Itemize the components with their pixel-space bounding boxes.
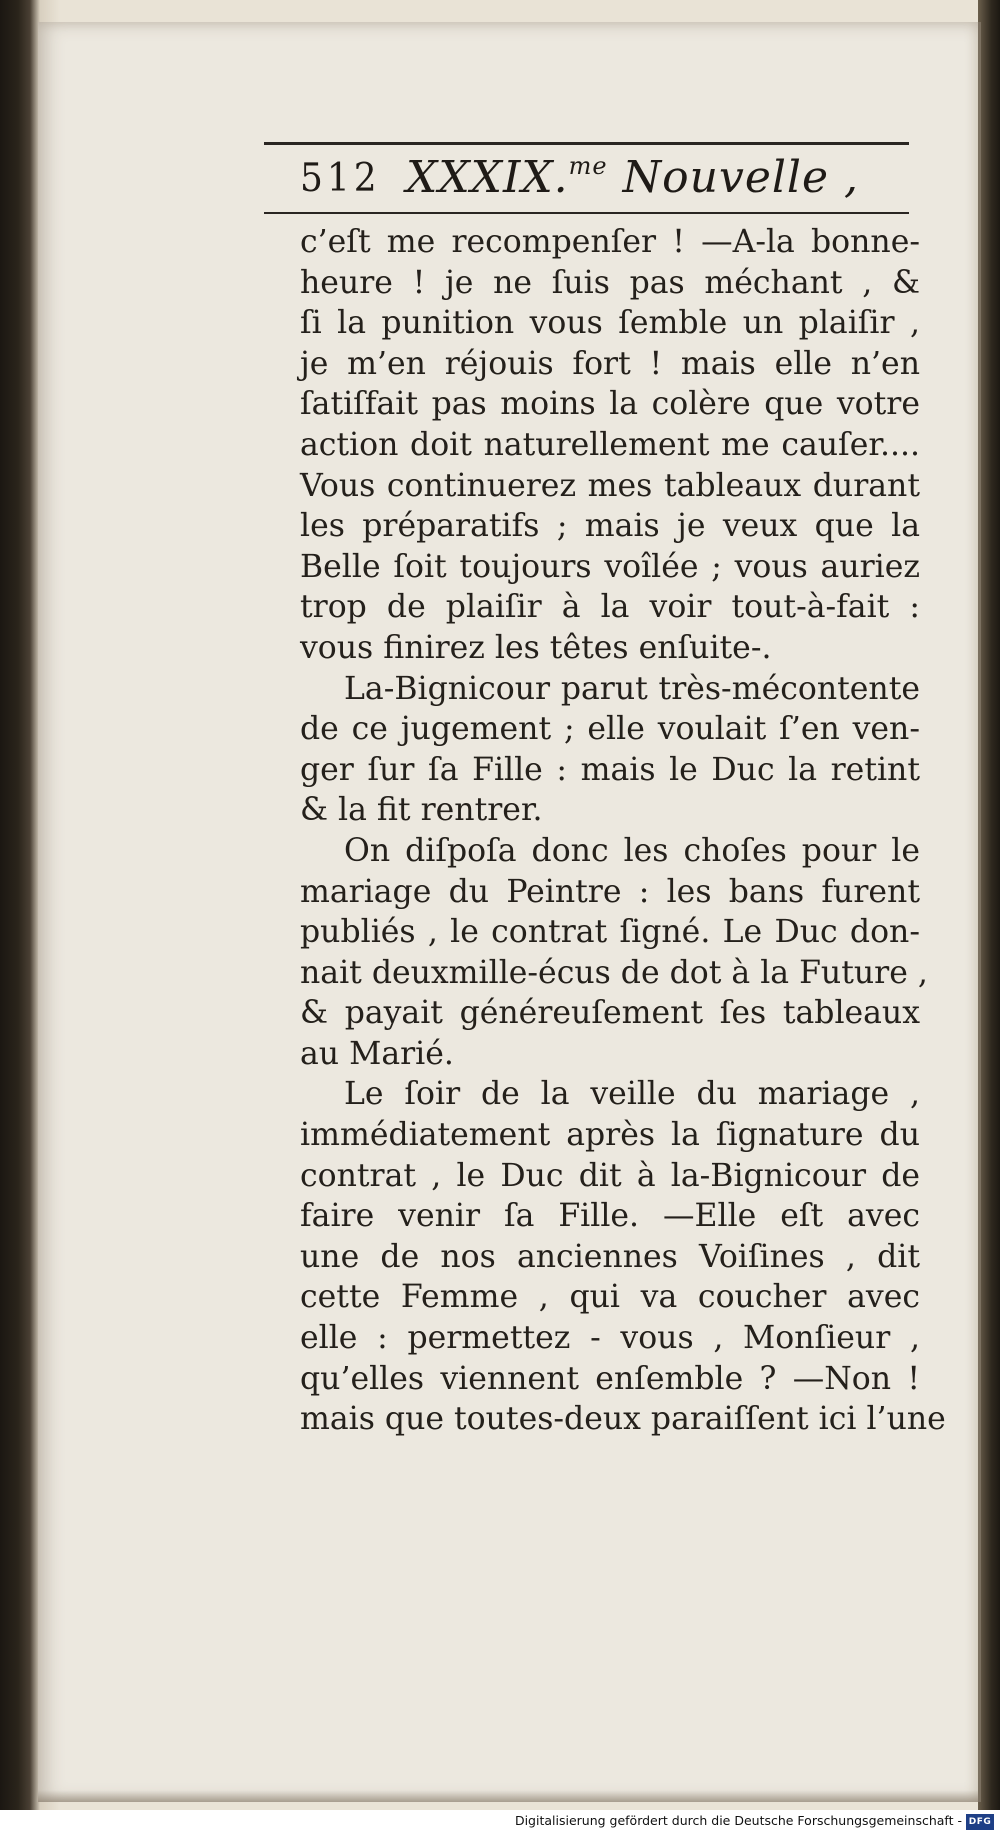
text-line: nait deuxmille-écus de dot à la Future , <box>300 954 928 991</box>
dfg-logo-icon: DFG <box>966 1814 994 1830</box>
text-line: une de nos anciennes Voiſines , dit <box>300 1238 920 1275</box>
text-line: heure ! je ne ſuis pas méchant , & <box>300 264 920 301</box>
text-line: de ce jugement ; elle voulait ſ’en ven- <box>300 711 920 748</box>
footer-credit: Digitalisierung gefördert durch die Deutsche Forschungsgemeinschaft - <box>514 1813 962 1828</box>
text-line: ger ſur ſa Fille : mais le Duc la retint <box>300 751 920 788</box>
text-line: elle : permettez - vous , Monſieur , <box>300 1320 920 1357</box>
text-line: qu’elles viennent enſemble ? —Non ! <box>300 1360 920 1397</box>
text-line: contrat , le Duc dit à la-Bignicour de <box>300 1157 920 1194</box>
running-title-suffix: Nouvelle , <box>607 152 860 203</box>
text-line: faire venir ſa Fille. —Elle eſt avec <box>300 1198 920 1235</box>
text-line: Le ſoir de la veille du mariage , <box>344 1076 920 1113</box>
footer-bar <box>0 1810 1000 1835</box>
text-line: cette Femme , qui va coucher avec <box>300 1279 920 1316</box>
body-text <box>300 222 946 1440</box>
text-line: je m’en réjouis fort ! mais elle n’en <box>300 345 920 382</box>
text-line: action doit naturellement me cauſer.... <box>300 426 920 463</box>
header-rule-top <box>264 142 909 145</box>
text-line: ſatiſfait pas moins la colère que votre <box>300 386 920 423</box>
header-rule-bottom <box>264 212 909 214</box>
running-title-prefix: XXXIX. <box>406 152 569 203</box>
text-line: mais que toutes-deux paraiſſent ici l’une <box>300 1401 946 1438</box>
text-line: & payait généreuſement ſes tableaux <box>300 995 920 1032</box>
text-line: & la fit rentrer. <box>300 792 543 829</box>
text-line: publiés , le contrat ſigné. Le Duc don- <box>300 914 920 951</box>
text-line: trop de plaiſir à la voir tout-à-fait : <box>300 589 920 626</box>
text-line: vous finirez les têtes enſuite-. <box>300 629 772 666</box>
text-line: On diſpoſa donc les choſes pour le <box>344 832 920 869</box>
text-line: immédiatement après la ſignature du <box>300 1117 920 1154</box>
running-header <box>264 150 909 210</box>
text-line: ſi la punition vous ſemble un plaiſir , <box>300 305 920 342</box>
text-line: les préparatifs ; mais je veux que la <box>300 508 920 545</box>
running-title-superscript: me <box>568 152 608 180</box>
page-number: 512 <box>300 156 381 201</box>
text-line: c’eſt me recompenſer ! —A-la bonne- <box>300 224 920 260</box>
running-title <box>406 152 859 203</box>
text-line: au Marié. <box>300 1035 454 1072</box>
book-edge-shadow <box>978 0 1000 1810</box>
text-line: Vous continuerez mes tableaux durant <box>300 467 920 504</box>
text-line: Belle ſoit toujours voîlée ; vous auriez <box>300 548 920 585</box>
text-line: La-Bignicour parut très-mécontente <box>344 670 920 707</box>
text-line: mariage du Peintre : les bans furent <box>300 873 920 910</box>
